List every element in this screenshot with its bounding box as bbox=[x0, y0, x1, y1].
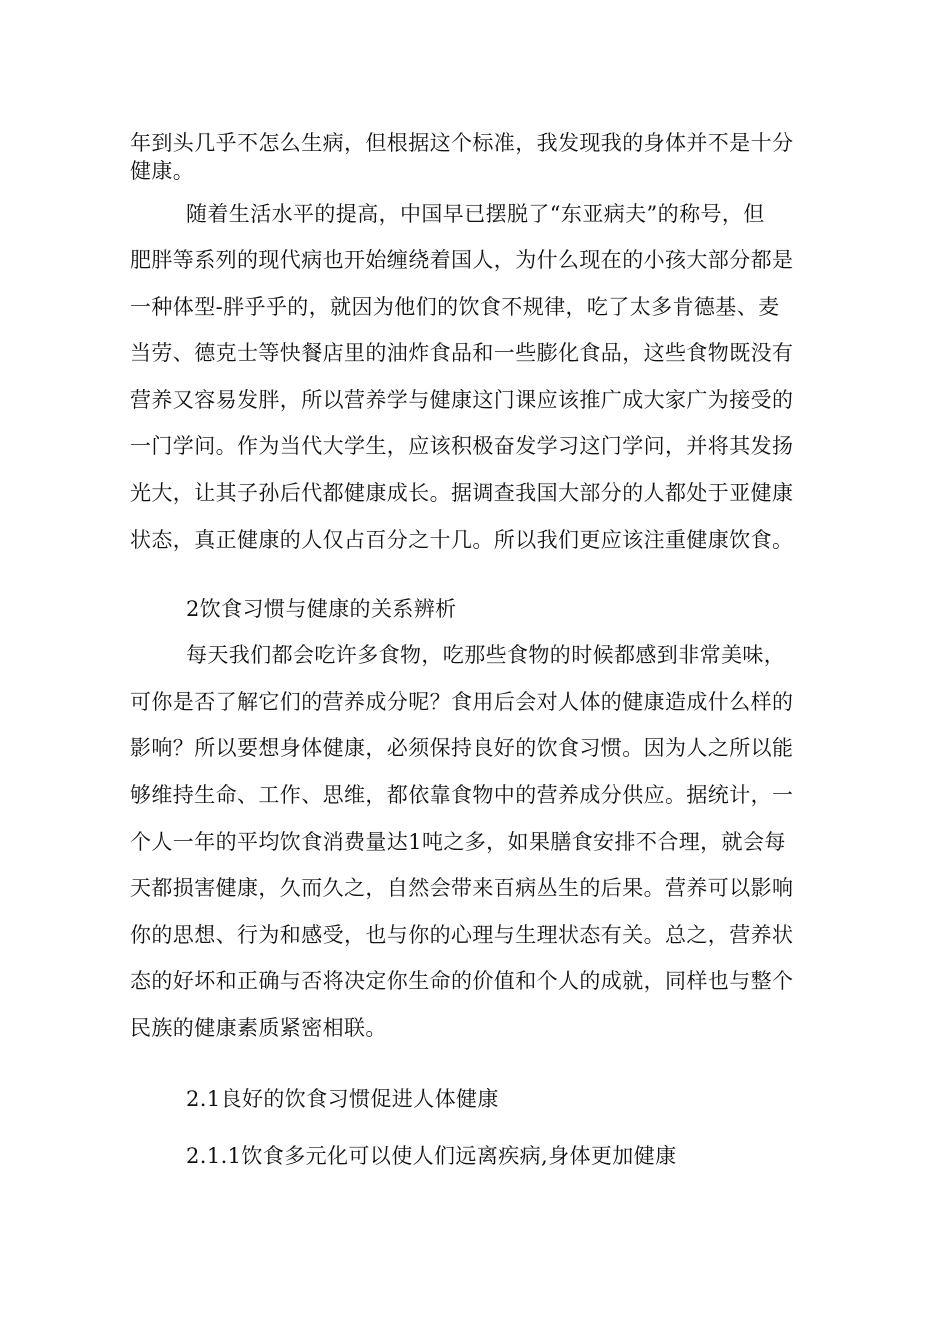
paragraph-2-line-6: 一门学问。作为当代大学生，应该积极奋发学习这门学问，并将其发扬 bbox=[130, 434, 794, 458]
paragraph-3-line-1: 每天我们都会吃许多食物，吃那些食物的时候都感到非常美味， bbox=[186, 643, 786, 667]
section-heading-2: 2饮食习惯与健康的关系辨析 bbox=[186, 597, 457, 621]
paragraph-3-line-5: 个人一年的平均饮食消费量达1吨之多，如果膳食安排不合理，就会每 bbox=[130, 830, 786, 854]
paragraph-1-line-1: 年到头几乎不怎么生病，但根据这个标准，我发现我的身体并不是十分 bbox=[130, 131, 794, 155]
paragraph-2-line-4: 当劳、德克士等快餐店里的油炸食品和一些膨化食品，这些食物既没有 bbox=[130, 341, 794, 365]
paragraph-3-line-2: 可你是否了解它们的营养成分呢？食用后会对人体的健康造成什么样的 bbox=[130, 690, 794, 714]
paragraph-3-line-9: 民族的健康素质紧密相联。 bbox=[130, 1016, 387, 1040]
paragraph-3-line-6: 天都损害健康，久而久之，自然会带来百病丛生的后果。营养可以影响 bbox=[130, 876, 794, 900]
paragraph-2-line-5: 营养又容易发胖，所以营养学与健康这门课应该推广成大家广为接受的 bbox=[130, 388, 794, 412]
paragraph-2-line-7: 光大，让其子孙后代都健康成长。据调查我国大部分的人都处于亚健康 bbox=[130, 481, 794, 505]
paragraph-3-line-7: 你的思想、行为和感受，也与你的心理与生理状态有关。总之，营养状 bbox=[130, 923, 794, 947]
section-heading-2-1: 2.1良好的饮食习惯促进人体健康 bbox=[186, 1087, 499, 1111]
paragraph-2-line-8: 状态，真正健康的人仅占百分之十几。所以我们更应该注重健康饮食。 bbox=[130, 528, 794, 552]
paragraph-3-line-8: 态的好坏和正确与否将决定你生命的价值和个人的成就，同样也与整个 bbox=[130, 969, 794, 993]
paragraph-3-line-3: 影响？所以要想身体健康，必须保持良好的饮食习惯。因为人之所以能 bbox=[130, 736, 794, 760]
paragraph-2-line-1: 随着生活水平的提高，中国早已摆脱了“东亚病夫”的称号，但 bbox=[186, 202, 765, 226]
paragraph-2-line-3: 一种体型-胖乎乎的，就因为他们的饮食不规律，吃了太多肯德基、麦 bbox=[130, 295, 780, 319]
section-heading-2-1-1: 2.1.1饮食多元化可以使人们远离疾病,身体更加健康 bbox=[186, 1144, 677, 1168]
paragraph-3-line-4: 够维持生命、工作、思维，都依靠食物中的营养成分供应。据统计，一 bbox=[130, 783, 794, 807]
paragraph-1-line-2: 健康。 bbox=[130, 159, 195, 183]
paragraph-2-line-2: 肥胖等系列的现代病也开始缠绕着国人，为什么现在的小孩大部分都是 bbox=[130, 248, 794, 272]
